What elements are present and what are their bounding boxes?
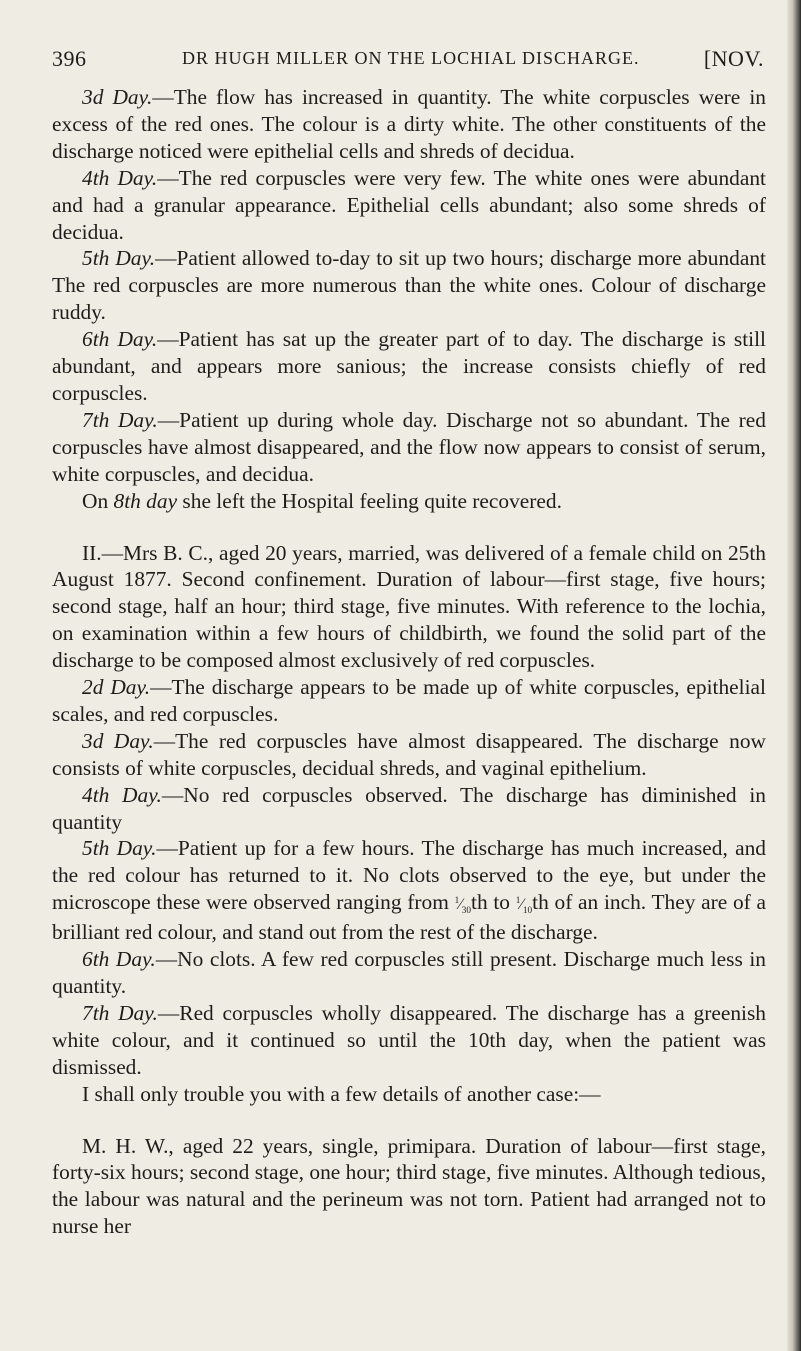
- day-text: —Patient up for a few hours. The discharge has much increased, and the red colour has returned to it. No clots observed to the eye, but under the microscope these were observed ranging from: [52, 836, 766, 915]
- day-text: —No clots. A few red corpuscles still present. Discharge much less in quantity.: [52, 947, 766, 998]
- day-label: 5th Day.: [82, 836, 157, 861]
- day-label: 7th Day.: [82, 407, 158, 432]
- day-text: —The red corpuscles were very few. The white ones were abundant and had a granular appearance. Epithelial cells abundant; also some shreds of decidua.: [52, 165, 766, 244]
- day-text: th to: [471, 890, 516, 915]
- day-label: 4th Day.: [82, 165, 158, 190]
- day-text: she left the Hospital feeling quite recovered.: [177, 488, 562, 513]
- day-text: —The red corpuscles have almost disappeared. The discharge now consists of white corpuscles, decidual shreds, and vaginal epithelium.: [52, 728, 767, 780]
- case2-day6: [52, 946, 766, 1000]
- case1-day5: [52, 245, 766, 326]
- day-label: 4th Day.: [82, 782, 162, 807]
- day-text: —The discharge appears to be made up of white corpuscles, epithelial scales, and red corpuscles.: [52, 675, 766, 726]
- case1-day3: [52, 84, 766, 165]
- day-text: —Patient up during whole day. Discharge not so abundant. The red corpuscles have almost disappeared, and the flow now appears to consist of serum, white corpuscles, and decidua.: [52, 407, 766, 486]
- day-label: 3d Day.: [82, 85, 153, 109]
- day-label: 7th Day.: [82, 1000, 158, 1025]
- case1-day8: [52, 488, 766, 515]
- day-text: —Patient has sat up the greater part of to day. The discharge is still abundant, and appears more sanious; the increase consists chiefly of red corpuscles.: [52, 327, 766, 405]
- day-label: 2d Day.: [82, 675, 151, 700]
- day-label: 3d Day.: [82, 728, 154, 753]
- article-body: [52, 84, 766, 1240]
- header-month: [NOV.: [703, 46, 764, 71]
- page-number: 396: [52, 46, 87, 71]
- day-prefix: On: [82, 488, 114, 513]
- case2-day2: [52, 674, 766, 728]
- day-text: —Patient allowed to-day to sit up two hours; discharge more abundant The red corpuscles are more numerous than the white ones. Colour of discharge ruddy.: [52, 246, 766, 325]
- page-edge-shadow: [787, 0, 801, 1351]
- day-label: 5th Day.: [82, 246, 156, 271]
- day-text: —The flow has increased in quantity. The white corpuscles were in excess of the red ones. The colour is a dirty white. The other constituents of the discharge noticed were epithelial cells and shreds of decidua.: [52, 85, 766, 163]
- day-text: th of an inch. They are of a brilliant red colour, and stand out from the rest of the discharge.: [52, 890, 766, 945]
- case2-intro: II.—Mrs B. C., aged 20 years, married, was delivered of a female child on 25th August 1877. Second confinement. Duration of labour—first stage, five hours; second stage, half an hour; third stage, five minutes. With reference to the lochia, on examination within a few hours of childbirth, we found the solid part of the discharge to be composed almost exclusively of red corpuscles.: [52, 540, 766, 673]
- fraction-one-tenth: $^1⁄_{10}$: [515, 895, 533, 916]
- day-text: —No red corpuscles observed. The discharge has diminished in quantity: [52, 782, 766, 834]
- case1-day7: [52, 407, 766, 488]
- running-header: [52, 40, 764, 80]
- day-text: —Red corpuscles wholly disappeared. The discharge has a greenish white colour, and it continued so until the 10th day, when the patient was dismissed.: [52, 1000, 766, 1079]
- day-label: 6th Day.: [82, 947, 156, 972]
- fraction-one-thirtieth: $^1⁄_{30}$: [454, 895, 471, 916]
- case2-closing: I shall only trouble you with a few details of another case:—: [82, 1081, 601, 1106]
- running-title: DR HUGH MILLER ON THE LOCHIAL DISCHARGE.: [182, 48, 640, 68]
- case1-day4: [52, 165, 766, 246]
- case2-day3: [52, 728, 766, 782]
- case3-intro: M. H. W., aged 22 years, single, primipara. Duration of labour—first stage, forty-six hours; second stage, one hour; third stage, five minutes. Although tedious, the labour was natural and the perineum was not torn. Patient had arranged not to nurse her: [52, 1133, 766, 1239]
- day-label: 6th Day.: [82, 327, 158, 352]
- case1-day6: [52, 326, 766, 407]
- day-label: 8th day: [113, 488, 178, 513]
- case2-day5: [52, 835, 766, 946]
- case2-day4: [52, 782, 766, 836]
- case2-day7: [52, 1000, 766, 1081]
